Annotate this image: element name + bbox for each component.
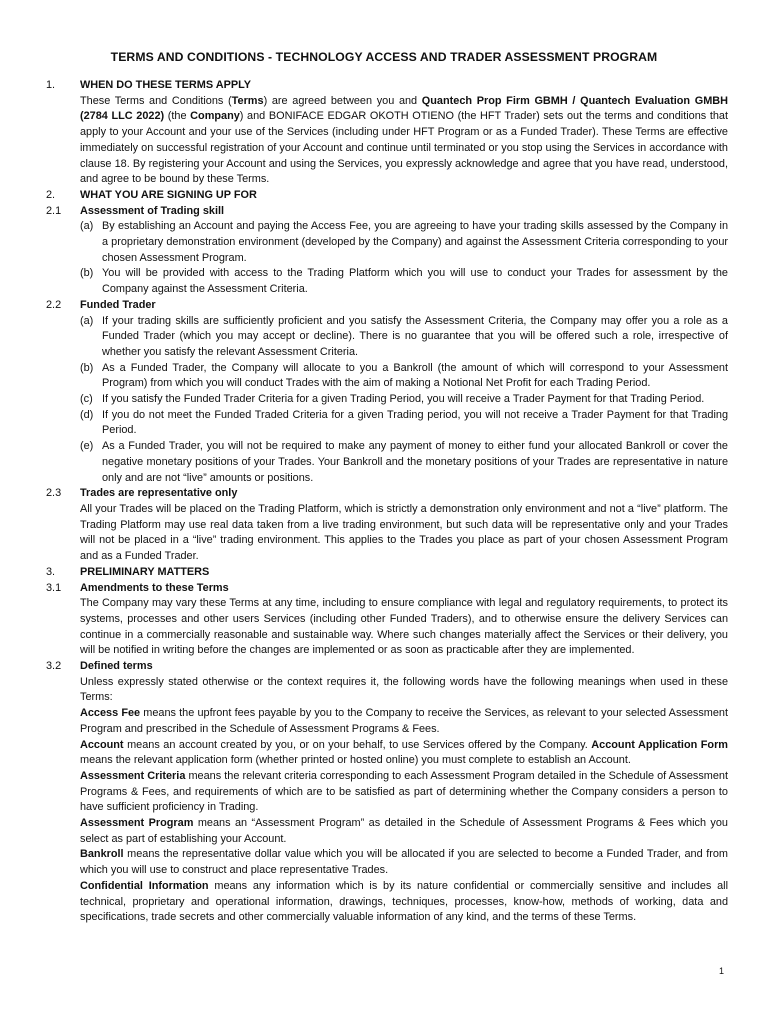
- list-item: [80, 439, 728, 486]
- definition-text: means the representative dollar value which you will be allocated if you are selected to become a Funded Trader, and from which you will use to construct and place representative Trades.: [80, 848, 728, 877]
- definition-bankroll: [80, 847, 728, 878]
- item-text: As a Funded Trader, the Company will allocate to you a Bankroll (the amount of which will correspond to your Assessment Program) from which you will conduct Trades with the aim of making a Notional Net Profit for each Trading Period.: [102, 361, 728, 390]
- definition-access-fee: [80, 706, 728, 737]
- defined-term: Company: [190, 110, 240, 123]
- defined-term: Access Fee: [80, 707, 141, 720]
- text-run: ) are agreed between you and: [263, 94, 422, 107]
- clause-heading: Defined terms: [80, 660, 153, 673]
- section-heading: WHAT YOU ARE SIGNING UP FOR: [80, 188, 257, 201]
- defined-term: Confidential Information: [80, 879, 209, 892]
- item-text: By establishing an Account and paying the Access Fee, you are agreeing to have your trading skills assessed by the Company in a proprietary demonstration environment (developed by the Company) and against the Assessment Criteria corresponding to your chosen Assessment Program.: [102, 220, 728, 264]
- document-body: [46, 78, 728, 926]
- item-label: (e): [80, 440, 94, 453]
- defined-term: Bankroll: [80, 848, 124, 861]
- clause-2-1-heading: [46, 204, 728, 220]
- section-number: 2.: [46, 188, 56, 201]
- item-label: (a): [80, 314, 94, 327]
- text-run: (the: [164, 110, 191, 123]
- clause-2-3-heading: [46, 486, 728, 502]
- definition-text: means any information which is by its nature confidential or commercially sensitive and includes all technical, proprietary and operational information, drawings, techniques, processes, know-how, methods of working, data and specifications, trade secrets and other commercially valuable information of any kind, and the terms of these Terms.: [80, 879, 728, 924]
- clause-heading: Amendments to these Terms: [80, 581, 229, 594]
- item-text: If you do not meet the Funded Traded Criteria for a given Trading period, you will not receive a Trader Payment for that Trading Period.: [102, 408, 728, 437]
- definition-confidential-information: [80, 879, 728, 926]
- defined-term: Account Application Form: [591, 738, 728, 751]
- list-item: [80, 219, 728, 266]
- list-item: [80, 266, 728, 297]
- clause-3-1-heading: [46, 581, 728, 597]
- definition-text: means an account created by you, or on your behalf, to use Services offered by the Company.: [123, 738, 592, 751]
- section-3-heading: [46, 565, 728, 581]
- clause-number: 2.1: [46, 204, 62, 217]
- clause-heading: Assessment of Trading skill: [80, 204, 225, 217]
- list-item: [80, 408, 728, 439]
- clause-number: 2.2: [46, 298, 62, 311]
- clause-2-2-heading: [46, 298, 728, 314]
- item-text: You will be provided with access to the Trading Platform which you will use to conduct your Trades for assessment by the Company against the Assessment Criteria.: [102, 267, 728, 296]
- defined-term: Assessment Program: [80, 817, 194, 830]
- section-1-heading: [46, 78, 728, 94]
- section-number: 1.: [46, 79, 56, 91]
- clause-paragraph: The Company may vary these Terms at any time, including to ensure compliance with legal and regulatory requirements, to protect its systems, processes and other users Services (including other Funded Traders), and to otherwise ensure the delivery Services can continue in a commercially reasonable and sustainable way. Where such changes materially affect the Services or their delivery, you will be notified in writing before the changes are implemented or as soon as practicable after they are implemented.: [80, 597, 728, 657]
- section-heading: WHEN DO THESE TERMS APPLY: [80, 79, 252, 91]
- item-text: As a Funded Trader, you will not be required to make any payment of money to either fund your allocated Bankroll or cover the negative monetary positions of your Trades. Your Bankroll and the monetary positions of your Trades are representative in nature only and are not “live” amounts or positions.: [102, 440, 728, 484]
- item-text: If you satisfy the Funded Trader Criteria for a given Trading Period, you will receive a Trader Payment for that Trading Period.: [102, 393, 705, 406]
- section-1-paragraph: [80, 94, 728, 188]
- section-number: 3.: [46, 565, 56, 578]
- section-2-heading: [46, 188, 728, 204]
- definition-account: [80, 738, 728, 769]
- list-item: [80, 392, 728, 408]
- item-text: If your trading skills are sufficiently proficient and you satisfy the Assessment Criteria, the Company may offer you a role as a Funded Trader (which you may accept or decline). There is no guarantee that you will be offered such a role, irrespective of whether you satisfy the relevant Assessment Criteria.: [102, 314, 728, 358]
- clause-number: 3.1: [46, 581, 62, 594]
- text-run: ) and BONIFACE EDGAR OKOTH OTIENO (the HFT Trader) sets out the terms and conditions that apply to your Account and your use of the Services (including under HFT Program or as a Funded Trader). These Terms are effective immediately on successful registration of your Account and continue until terminated or you stop using the Services in accordance with clause 18. By registering your Account and using the Services, you expressly acknowledge and agree that you have read, understood, and agree to be bound by these Terms.: [80, 110, 728, 186]
- document-title: TERMS AND CONDITIONS - TECHNOLOGY ACCESS AND TRADER ASSESSMENT PROGRAM: [110, 50, 658, 64]
- list-item: [80, 361, 728, 392]
- definition-assessment-program: [80, 816, 728, 847]
- clause-paragraph: Unless expressly stated otherwise or the context requires it, the following words have the following meanings when used in these Terms:: [80, 675, 728, 704]
- page-number: 1: [718, 966, 724, 976]
- company-name: Quantech Prop Firm GBMH / Quantech Evaluation GMBH (2784 LLC 2022): [80, 94, 729, 123]
- section-heading: PRELIMINARY MATTERS: [80, 565, 210, 578]
- clause-heading: Trades are representative only: [80, 487, 238, 500]
- clause-number: 3.2: [46, 660, 62, 673]
- list-item: [80, 314, 728, 361]
- item-label: (a): [80, 220, 94, 233]
- clause-number: 2.3: [46, 487, 62, 500]
- definition-text: means the relevant application form (whether printed or hosted online) you must complete to establish an Account.: [80, 754, 631, 767]
- text-run: These Terms and Conditions (: [80, 94, 232, 107]
- definition-text: means the relevant criteria corresponding to each Assessment Program detailed in the Schedule of Assessment Programs & Fees, and requirements of which are to be satisfied as part of determining whether the Company considers a person to have sufficient proficiency in Trading.: [80, 769, 728, 814]
- definition-text: means an “Assessment Program” as detailed in the Schedule of Assessment Programs & Fees which you select as part of establishing your Account.: [80, 817, 728, 845]
- clause-paragraph: All your Trades will be placed on the Trading Platform, which is strictly a demonstration only environment and not a “live” platform. The Trading Platform may use real data taken from a live trading environment, but such data will be representative only and your Trades will not be placed in a “live” trading environment. This applies to the Trades you place as part of your chosen Assessment Program and as a Funded Trader.: [80, 502, 728, 563]
- defined-term: Terms: [231, 94, 264, 107]
- defined-term: Account: [80, 738, 124, 751]
- item-label: (b): [80, 267, 94, 280]
- definition-assessment-criteria: [80, 769, 728, 816]
- item-label: (c): [80, 393, 93, 406]
- item-label: (b): [80, 361, 94, 374]
- item-label: (d): [80, 408, 94, 421]
- defined-term: Assessment Criteria: [80, 769, 186, 782]
- clause-3-2-heading: [46, 659, 728, 675]
- definition-text: means the upfront fees payable by you to the Company to receive the Services, as relevant to your selected Assessment Program and prescribed in the Schedule of Assessment Programs & Fees.: [80, 707, 729, 735]
- clause-heading: Funded Trader: [80, 298, 156, 311]
